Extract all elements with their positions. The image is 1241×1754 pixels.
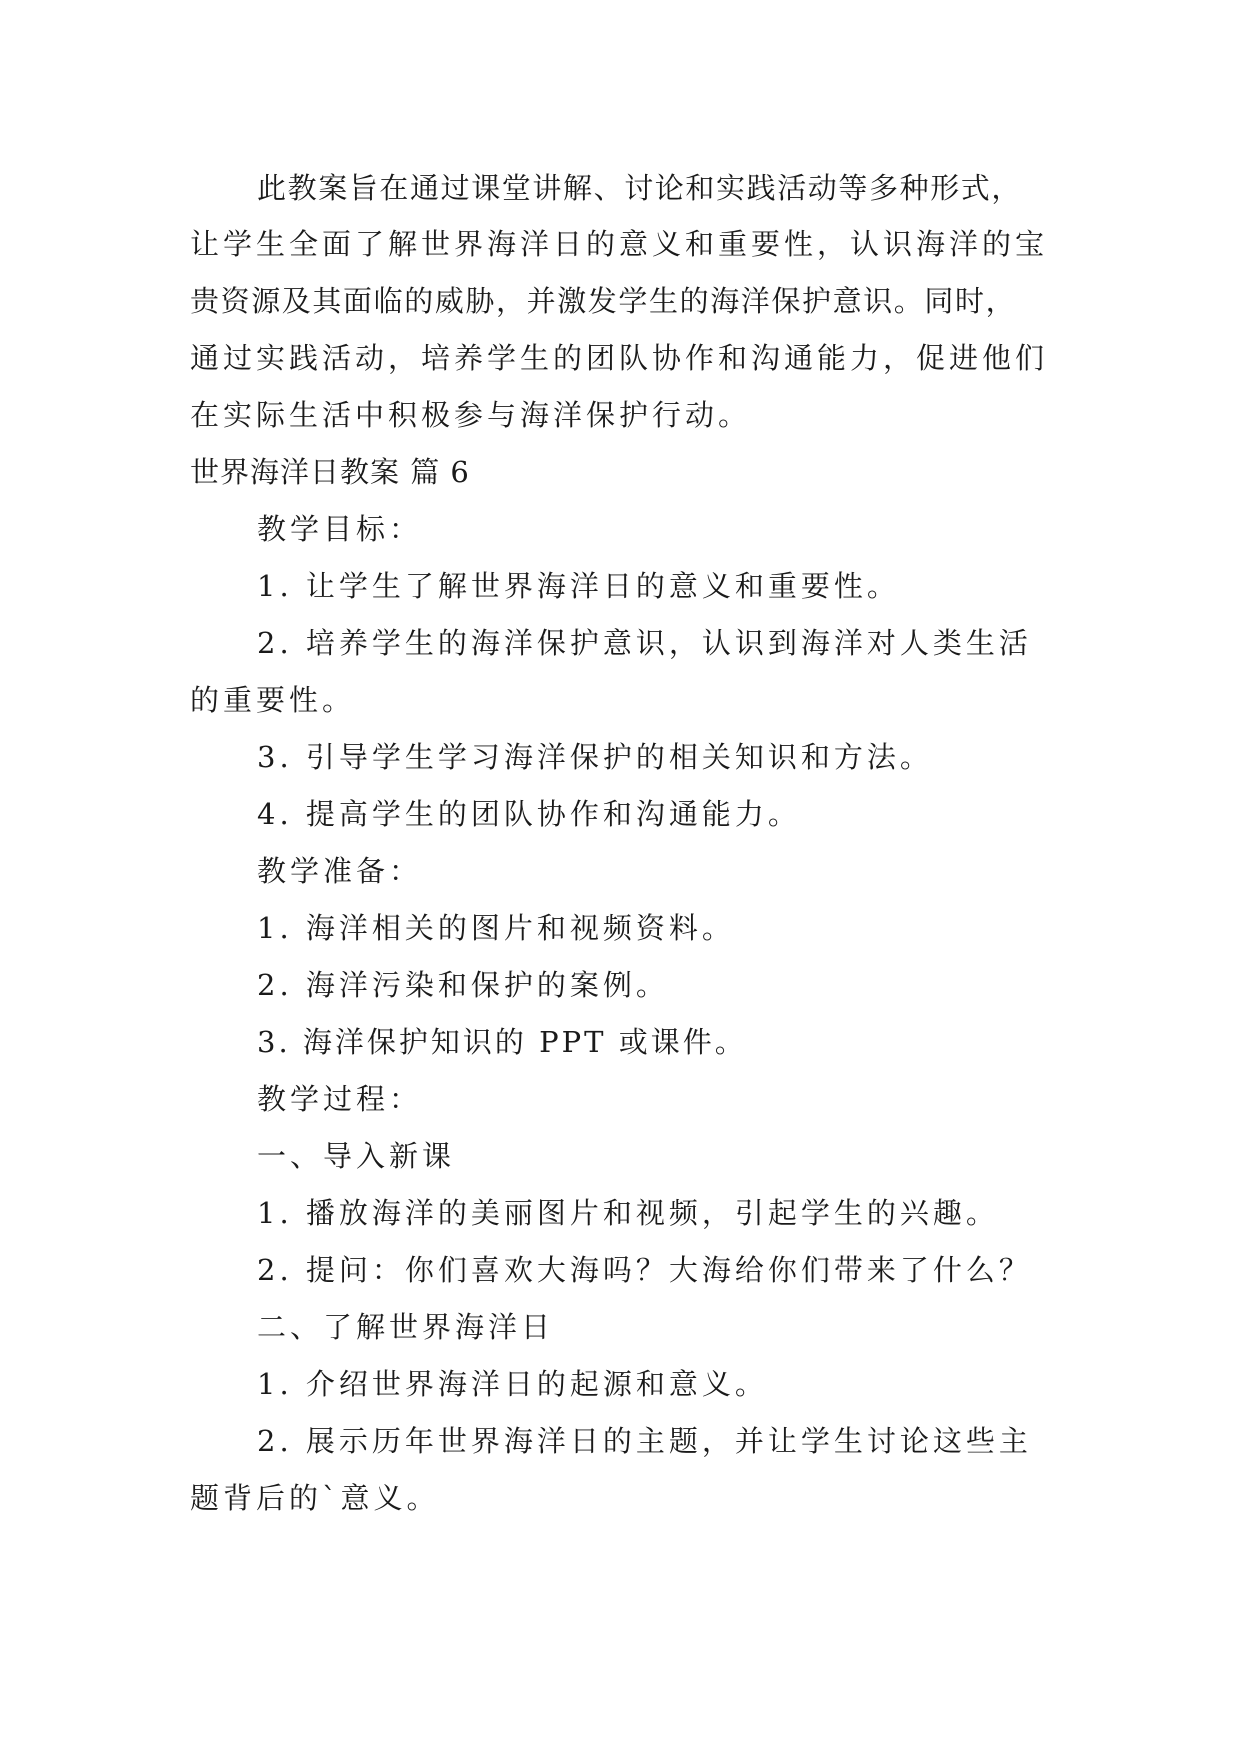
intro-paragraph-line-3: 贵资源及其面临的威胁，并激发学生的海洋保护意识。同时， xyxy=(190,284,1017,318)
goal-item-3: 3. 引导学生学习海洋保护的相关知识和方法。 xyxy=(257,740,933,774)
intro-paragraph-line-2: 让学生全面了解世界海洋日的意义和重要性，认识海洋的宝 xyxy=(190,227,1049,261)
intro-paragraph-line-5: 在实际生活中积极参与海洋保护行动。 xyxy=(190,398,752,432)
process-part-2-item-2-line-1: 2. 展示历年世界海洋日的主题，并让学生讨论这些主 xyxy=(257,1424,1032,1458)
process-part-2-title: 二、了解世界海洋日 xyxy=(257,1310,555,1344)
process-part-2-item-1: 1. 介绍世界海洋日的起源和意义。 xyxy=(257,1367,768,1401)
goal-item-1: 1. 让学生了解世界海洋日的意义和重要性。 xyxy=(257,569,900,603)
process-part-2-item-2-line-2: 题背后的`意义。 xyxy=(190,1481,440,1515)
prep-item-2: 2. 海洋污染和保护的案例。 xyxy=(257,968,669,1002)
section-title: 世界海洋日教案 篇 6 xyxy=(190,455,470,489)
process-part-1-title: 一、导入新课 xyxy=(257,1139,456,1173)
process-part-1-item-1: 1. 播放海洋的美丽图片和视频，引起学生的兴趣。 xyxy=(257,1196,999,1230)
goal-item-2-line-1: 2. 培养学生的海洋保护意识，认识到海洋对人类生活 xyxy=(257,626,1032,660)
goals-heading: 教学目标： xyxy=(257,512,423,546)
goal-item-2-line-2: 的重要性。 xyxy=(190,683,356,717)
process-part-1-item-2: 2. 提问：你们喜欢大海吗？大海给你们带来了什么？ xyxy=(257,1253,1032,1287)
prep-item-1: 1. 海洋相关的图片和视频资料。 xyxy=(257,911,735,945)
prep-item-3: 3. 海洋保护知识的 PPT 或课件。 xyxy=(257,1025,747,1059)
intro-paragraph-line-4: 通过实践活动，培养学生的团队协作和沟通能力，促进他们 xyxy=(190,341,1049,375)
process-heading: 教学过程： xyxy=(257,1082,423,1116)
prep-heading: 教学准备： xyxy=(257,854,423,888)
intro-paragraph-line-1: 此教案旨在通过课堂讲解、讨论和实践活动等多种形式， xyxy=(257,171,1023,205)
goal-item-4: 4. 提高学生的团队协作和沟通能力。 xyxy=(257,797,801,831)
